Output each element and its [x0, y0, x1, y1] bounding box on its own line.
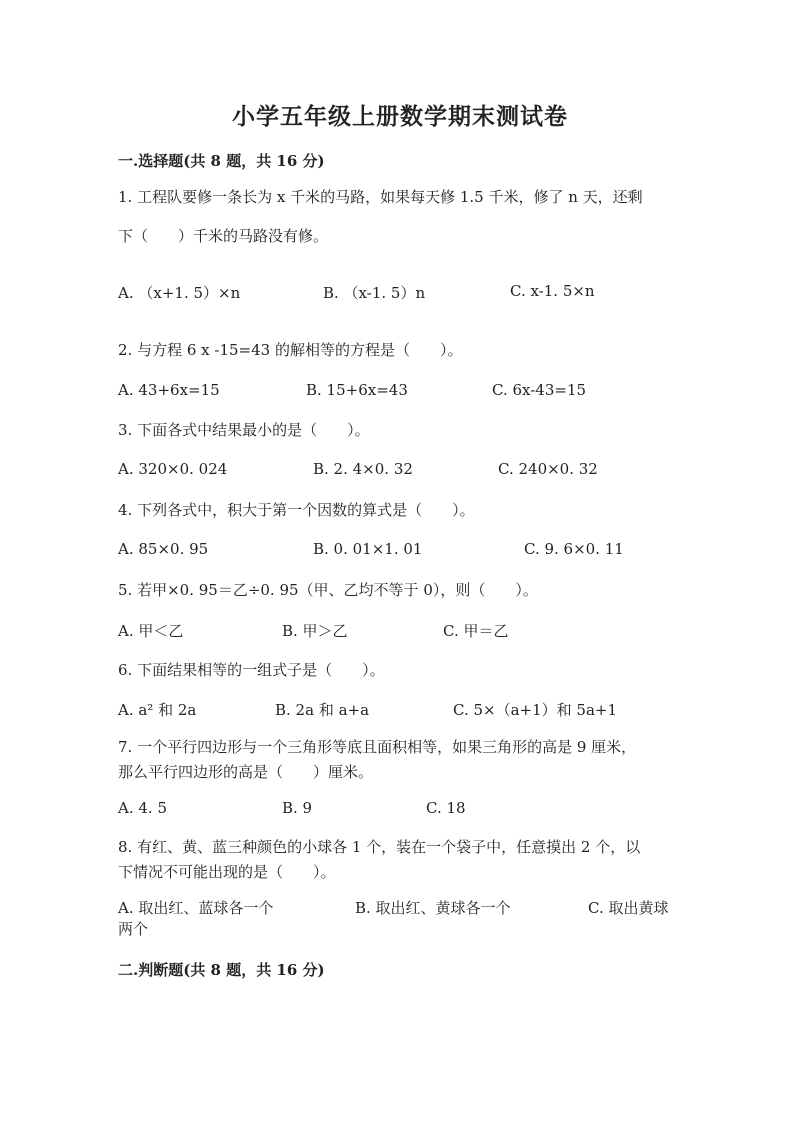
- question-1-line-2: 下（ ）千米的马路没有修。: [118, 227, 329, 245]
- question-7-option-a: A. 4. 5: [118, 799, 167, 817]
- section-heading-judgment: 二.判断题(共 8 题，共 16 分): [118, 961, 325, 979]
- question-8-option-b: B. 取出红、黄球各一个: [355, 899, 511, 917]
- question-4-option-b: B. 0. 01×1. 01: [313, 540, 423, 558]
- question-1: [118, 178, 678, 256]
- question-7: [118, 735, 678, 785]
- question-8-option-c-continuation: 两个: [118, 920, 149, 938]
- question-3-option-a: A. 320×0. 024: [118, 460, 228, 478]
- question-1-option-c: C. x-1. 5×n: [510, 282, 595, 300]
- question-8: [118, 835, 678, 885]
- question-6: 6. 下面结果相等的一组式子是（ ）。: [118, 661, 385, 679]
- question-5: 5. 若甲×0. 95＝乙÷0. 95（甲、乙均不等于 0），则（ ）。: [118, 581, 538, 599]
- section-heading-choice: 一.选择题(共 8 题，共 16 分): [118, 152, 325, 170]
- question-5-option-a: A. 甲＜乙: [118, 622, 184, 640]
- question-4-option-a: A. 85×0. 95: [118, 540, 209, 558]
- question-8-option-c: C. 取出黄球: [588, 899, 669, 917]
- question-7-line-1: 7. 一个平行四边形与一个三角形等底且面积相等，如果三角形的高是 9 厘米，: [118, 738, 637, 756]
- question-7-option-b: B. 9: [282, 799, 313, 817]
- question-7-line-2: 那么平行四边形的高是（ ）厘米。: [118, 763, 374, 781]
- question-1-option-a: A. （x+1. 5）×n: [118, 284, 241, 302]
- question-5-option-b: B. 甲＞乙: [282, 622, 348, 640]
- question-6-option-a: A. a² 和 2a: [118, 701, 197, 719]
- question-7-option-c: C. 18: [426, 799, 466, 817]
- question-4-option-c: C. 9. 6×0. 11: [524, 540, 624, 558]
- question-2-option-b: B. 15+6x=43: [306, 381, 408, 399]
- question-6-option-c: C. 5×（a+1）和 5a+1: [453, 701, 618, 719]
- question-8-options: [118, 898, 678, 940]
- question-2-option-a: A. 43+6x=15: [118, 381, 220, 399]
- question-6-option-b: B. 2a 和 a+a: [275, 701, 370, 719]
- question-8-option-a: A. 取出红、蓝球各一个: [118, 899, 274, 917]
- question-4: 4. 下列各式中，积大于第一个因数的算式是（ ）。: [118, 501, 475, 519]
- question-3-option-b: B. 2. 4×0. 32: [313, 460, 413, 478]
- question-8-line-1: 8. 有红、黄、蓝三种颜色的小球各 1 个，装在一个袋子中，任意摸出 2 个，以: [118, 838, 641, 856]
- page-title: 小学五年级上册数学期末测试卷: [232, 103, 568, 130]
- question-8-line-2: 下情况不可能出现的是（ ）。: [118, 863, 336, 881]
- question-1-option-b: B. （x-1. 5）n: [323, 284, 426, 302]
- question-2: 2. 与方程 6 x -15=43 的解相等的方程是（ ）。: [118, 341, 463, 359]
- question-5-option-c: C. 甲＝乙: [443, 622, 509, 640]
- question-3: 3. 下面各式中结果最小的是（ ）。: [118, 421, 370, 439]
- question-2-option-c: C. 6x-43=15: [492, 381, 587, 399]
- question-1-line-1: 1. 工程队要修一条长为 x 千米的马路，如果每天修 1.5 千米，修了 n 天，还剩: [118, 188, 643, 206]
- question-3-option-c: C. 240×0. 32: [498, 460, 598, 478]
